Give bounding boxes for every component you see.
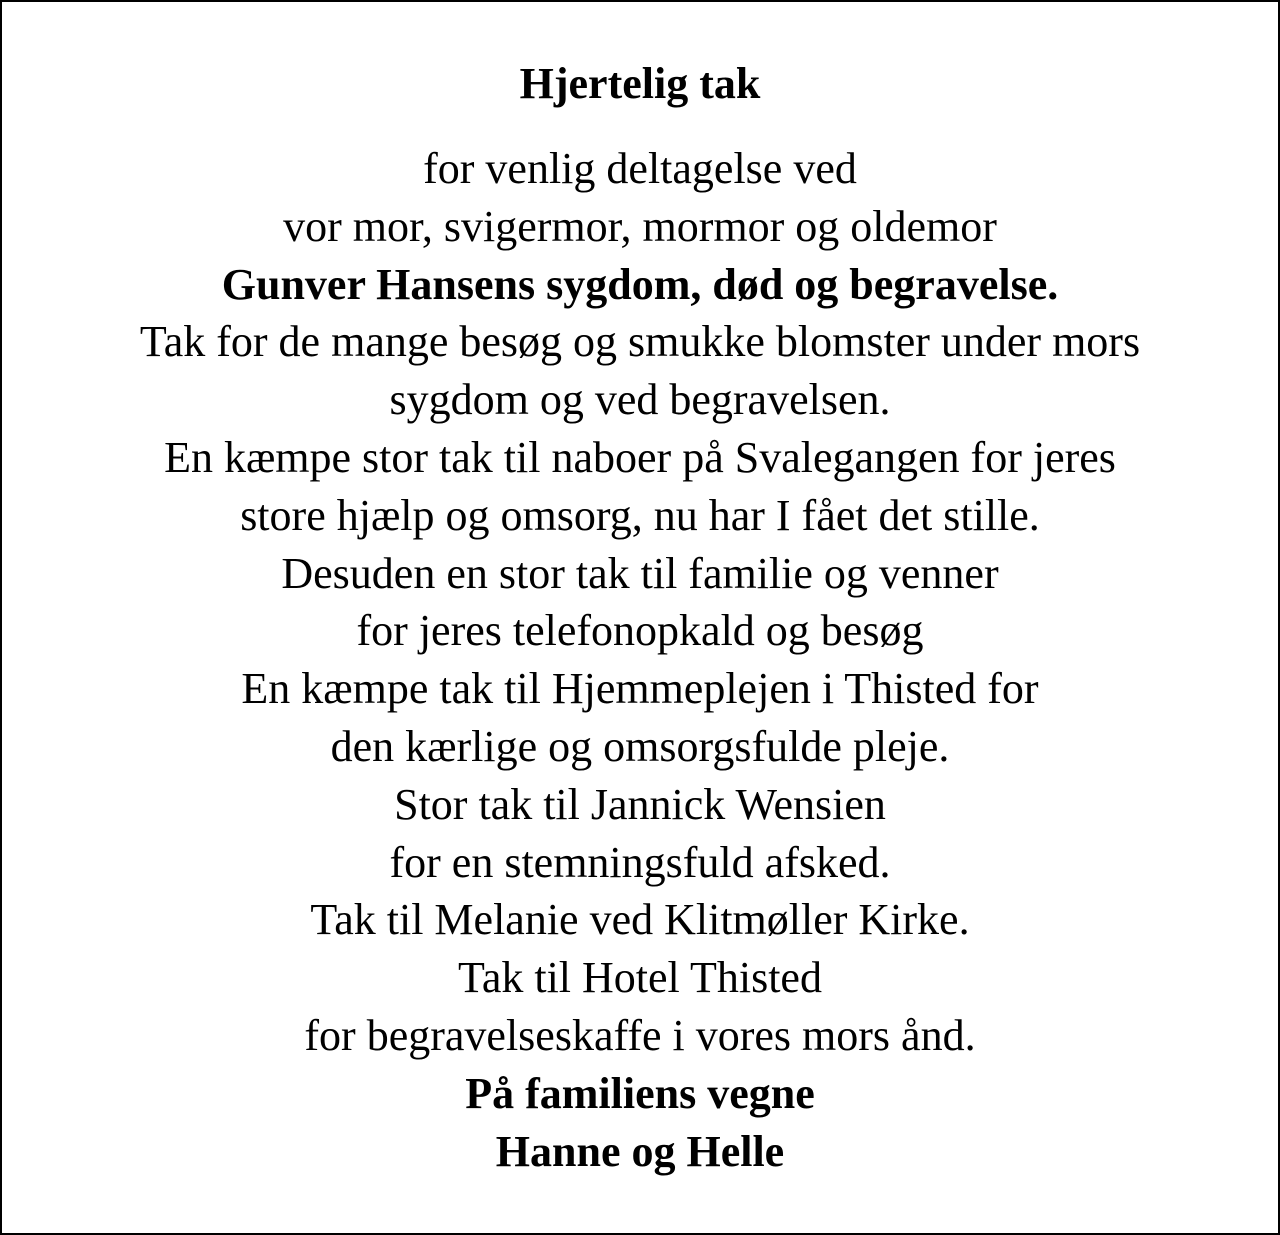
body-line: for jeres telefonopkald og besøg	[356, 606, 924, 656]
body-line: vor mor, svigermor, mormor og oldemor	[283, 201, 997, 251]
body-line: for begravelseskaffe i vores mors ånd.	[304, 1010, 976, 1060]
body-line: Tak til Hotel Thisted	[458, 953, 822, 1003]
signature-line: På familiens vegne	[465, 1068, 815, 1118]
body-line: store hjælp og omsorg, nu har I fået det stille.	[240, 490, 1040, 540]
body-line: Desuden en stor tak til familie og venner	[281, 548, 999, 598]
notice-body	[2, 140, 1278, 1180]
notice-heading: Hjertelig tak	[519, 59, 761, 108]
body-line: En kæmpe tak til Hjemmeplejen i Thisted for	[241, 664, 1039, 714]
deceased-name-line: Gunver Hansens sygdom, død og begravelse.	[221, 259, 1059, 309]
body-line: for venlig deltagelse ved	[423, 144, 857, 193]
body-line: Tak til Melanie ved Klitmøller Kirke.	[310, 895, 970, 945]
body-line: sygdom og ved begravelsen.	[389, 375, 891, 425]
signature-names: Hanne og Helle	[495, 1126, 785, 1176]
body-line: Tak for de mange besøg og smukke blomster under mors	[139, 317, 1141, 367]
body-line: Stor tak til Jannick Wensien	[394, 779, 886, 829]
body-line: En kæmpe stor tak til naboer på Svalegangen for jeres	[164, 432, 1116, 482]
body-line: for en stemningsfuld afsked.	[389, 837, 891, 887]
body-line: den kærlige og omsorgsfulde pleje.	[330, 721, 950, 771]
